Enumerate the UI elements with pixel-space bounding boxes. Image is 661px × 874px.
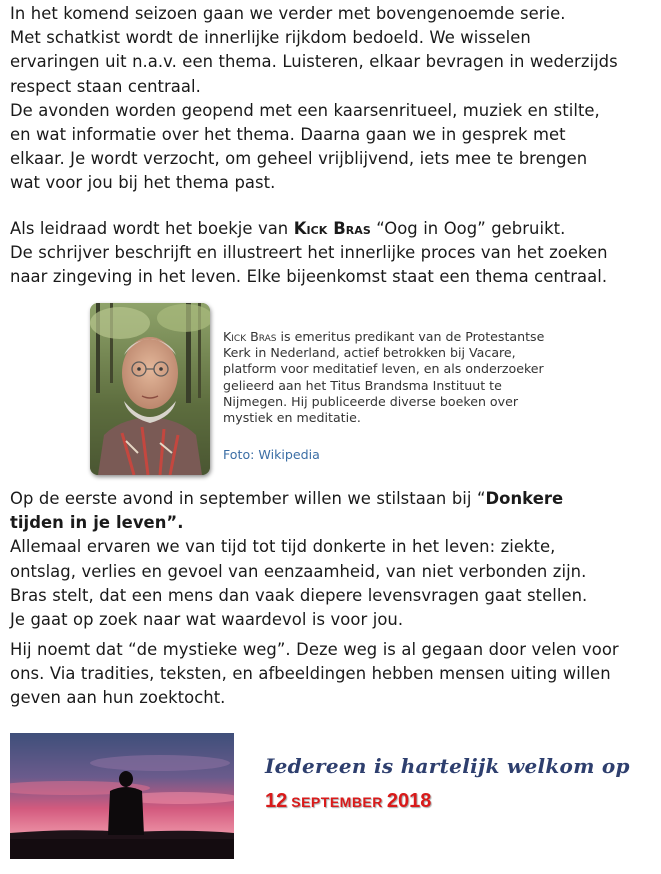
guide-line: naar zingeving in het leven. Elke bijeenkomst staat een thema centraal. (10, 267, 608, 287)
author-name: Kick Bras (293, 219, 371, 238)
bio-line: Nijmegen. Hij publiceerde diverse boeken over (223, 393, 519, 409)
first-evening-text: Op de eerste avond in september willen we stilstaan bij (10, 489, 477, 508)
intro-paragraph (10, 2, 618, 196)
open-quote: “ (476, 489, 486, 508)
book-title: “Oog in Oog” gebruikt. (370, 219, 566, 238)
author-bio-text (223, 329, 603, 426)
bio-author-name: Kick Bras (223, 329, 277, 344)
intro-line: elkaar. Je wordt verzocht, om geheel vrijblijvend, iets mee te brengen (10, 149, 588, 169)
author-bio-box (90, 303, 610, 475)
date-day: 12 (265, 790, 288, 812)
welcome-text: Iedereen is hartelijk welkom op (265, 754, 630, 778)
intro-line: wat voor jou bij het thema past. (10, 173, 276, 193)
bio-line-rest: is emeritus predikant van de Protestantse (276, 329, 545, 344)
mystic-line: Hij noemt dat “de mystieke weg”. Deze weg is al gegaan door velen voor (10, 640, 619, 659)
date-year: 2018 (386, 790, 432, 812)
photo-credit-link[interactable]: Foto: Wikipedia (223, 447, 320, 462)
author-photo (90, 303, 210, 475)
bio-line: gelieerd aan het Titus Brandsma Instituut te (223, 377, 502, 393)
intro-line: De avonden worden geopend met een kaarsenritueel, muziek en stilte, (10, 100, 600, 120)
guide-paragraph (10, 217, 608, 290)
mystic-line: geven aan hun zoektocht. (10, 688, 226, 708)
first-evening-line (10, 487, 587, 511)
intro-line: respect staan centraal. (10, 76, 201, 96)
guide-line: De schrijver beschrijft en illustreert het innerlijke proces van het zoeken (10, 243, 608, 263)
intro-line: ervaringen uit n.a.v. een thema. Luisteren, elkaar bevragen in wederzijds (10, 52, 618, 72)
theme-title: Donkere (485, 489, 564, 508)
event-date (265, 790, 431, 813)
mystic-paragraph (10, 638, 619, 711)
sunset-silhouette-image (10, 733, 234, 859)
intro-line: Met schatkist wordt de innerlijke rijkdom bedoeld. We wisselen (10, 28, 531, 48)
guide-text-before: Als leidraad wordt het boekje van (10, 219, 294, 238)
guide-line (10, 217, 608, 241)
theme-title-continued: tijden in je leven”. (10, 513, 184, 533)
bio-line: platform voor meditatief leven, en als onderzoeker (223, 361, 544, 377)
first-evening-line: Bras stelt, dat een mens dan vaak diepere levensvragen gaat stellen. (10, 585, 588, 605)
mystic-line: ons. Via tradities, teksten, en afbeeldingen hebben mensen uiting willen (10, 664, 611, 684)
bio-line: mystiek en meditatie. (223, 410, 361, 426)
first-evening-line: Allemaal ervaren we van tijd tot tijd donkerte in het leven: ziekte, (10, 537, 556, 557)
first-evening-paragraph (10, 487, 587, 632)
first-evening-line: Je gaat op zoek naar wat waardevol is voor jou. (10, 610, 404, 630)
intro-line: In het komend seizoen gaan we verder met bovengenoemde serie. (10, 4, 566, 23)
first-evening-line: ontslag, verlies en gevoel van eenzaamheid, van niet verbonden zijn. (10, 561, 587, 581)
bio-line: Kerk in Nederland, actief betrokken bij Vacare, (223, 345, 516, 361)
date-month: september (291, 790, 383, 812)
bio-line (223, 329, 603, 345)
intro-line: en wat informatie over het thema. Daarna gaan we in gesprek met (10, 125, 566, 145)
